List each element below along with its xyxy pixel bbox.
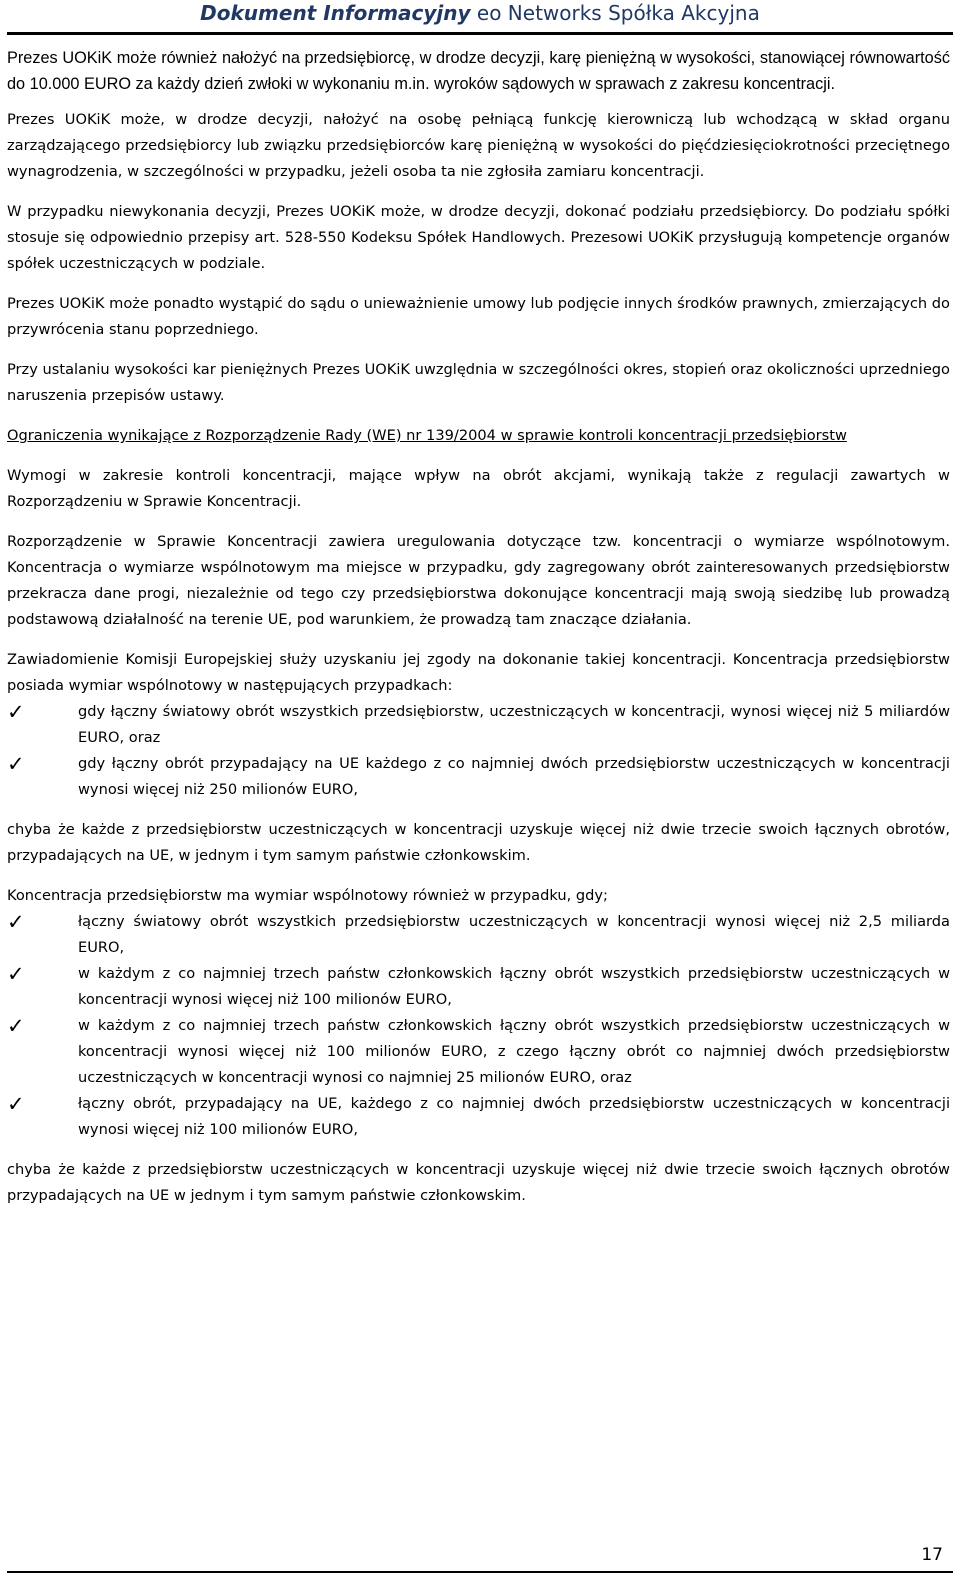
checkmark-icon: ✓ bbox=[7, 1092, 25, 1116]
footer-divider bbox=[7, 1571, 953, 1573]
checklist-1 bbox=[7, 699, 950, 803]
paragraph-3: W przypadku niewykonania decyzji, Prezes UOKiK może, w drodze decyzji, dokonać podziału przedsiębiorcy. Do podziału spółki stosuje się odpowiednio przepisy art. 528-550 Kodeksu Spółek Handlowych. Prezesowi UOKiK przysługują kompetencje organów spółek uczestniczących w podziale. bbox=[7, 203, 950, 272]
header-title-bold: Dokument Informacyjny bbox=[200, 1, 471, 25]
document-body bbox=[7, 46, 950, 1209]
checkmark-icon: ✓ bbox=[7, 962, 25, 986]
paragraph-4: Prezes UOKiK może ponadto wystąpić do sądu o unieważnienie umowy lub podjęcie innych środków prawnych, zmierzających do przywrócenia stanu poprzedniego. bbox=[7, 295, 950, 338]
list-item bbox=[7, 699, 950, 751]
paragraph-6: Wymogi w zakresie kontroli koncentracji, mające wpływ na obrót akcjami, wynikają także z regulacji zawartych w Rozporządzeniu w Sprawie Koncentracji. bbox=[7, 467, 950, 510]
paragraph-2: Prezes UOKiK może, w drodze decyzji, nałożyć na osobę pełniącą funkcję kierowniczą lub wchodzącą w skład organu zarządzającego przedsiębiorcy lub związku przedsiębiorców karę pieniężną w wysokości do pięćdziesięciokrotności przeciętnego wynagrodzenia, w szczególności w przypadku, jeżeli osoba ta nie zgłosiła zamiaru koncentracji. bbox=[7, 111, 950, 180]
paragraph-9: chyba że każde z przedsiębiorstw uczestniczących w koncentracji uzyskuje więcej niż dwie trzecie swoich łącznych obrotów, przypadających na UE, w jednym i tym samym państwie członkowskim. bbox=[7, 821, 950, 864]
list-item bbox=[7, 961, 950, 1013]
section-heading: Ograniczenia wynikające z Rozporządzenie Rady (WE) nr 139/2004 w sprawie kontroli koncentracji przedsiębiorstw bbox=[7, 427, 847, 444]
list-item bbox=[7, 751, 950, 803]
list-item-text: łączny światowy obrót wszystkich przedsiębiorstw uczestniczących w koncentracji wynosi więcej niż 2,5 miliarda EURO, bbox=[78, 913, 950, 956]
list-item bbox=[7, 1091, 950, 1143]
paragraph-7: Rozporządzenie w Sprawie Koncentracji zawiera uregulowania dotyczące tzw. koncentracji o wymiarze wspólnotowym. Koncentracja o wymiarze wspólnotowym ma miejsce w przypadku, gdy zagregowany obrót zainteresowanych przedsiębiorstw przekracza dane progi, niezależnie od tego czy przedsiębiorstwa dokonujące koncentracji mają swoją siedzibę lub prowadzą podstawową działalność na terenie UE, pod warunkiem, że prowadzą tam znaczące działania. bbox=[7, 533, 950, 628]
list-item-text: gdy łączny obrót przypadający na UE każdego z co najmniej dwóch przedsiębiorstw uczestniczących w koncentracji wynosi więcej niż 250 milionów EURO, bbox=[78, 755, 950, 798]
list-item-text: gdy łączny światowy obrót wszystkich przedsiębiorstw, uczestniczących w koncentracji, wynosi więcej niż 5 miliardów EURO, oraz bbox=[78, 703, 950, 746]
paragraph-1: Prezes UOKiK może również nałożyć na przedsiębiorcę, w drodze decyzji, karę pieniężną w wysokości, stanowiącej równowartość do 10.000 EURO za każdy dzień zwłoki w wykonaniu m.in. wyroków sądowych w sprawach z zakresu koncentracji. bbox=[7, 49, 950, 93]
list-item-text: w każdym z co najmniej trzech państw członkowskich łączny obrót wszystkich przedsiębiorstw uczestniczących w koncentracji wynosi więcej niż 100 milionów EURO, bbox=[78, 965, 950, 1008]
list-item bbox=[7, 1013, 950, 1091]
checklist-2 bbox=[7, 909, 950, 1143]
checkmark-icon: ✓ bbox=[7, 910, 25, 934]
paragraph-11: chyba że każde z przedsiębiorstw uczestniczących w koncentracji uzyskuje więcej niż dwie trzecie swoich łącznych obrotów przypadających na UE w jednym i tym samym państwie członkowskim. bbox=[7, 1161, 950, 1204]
checkmark-icon: ✓ bbox=[7, 700, 25, 724]
checkmark-icon: ✓ bbox=[7, 1014, 25, 1038]
list-item-text: łączny obrót, przypadający na UE, każdego z co najmniej dwóch przedsiębiorstw uczestniczących w koncentracji wynosi więcej niż 100 milionów EURO, bbox=[78, 1095, 950, 1138]
list-item bbox=[7, 909, 950, 961]
header-title-rest: eo Networks Spółka Akcyjna bbox=[470, 1, 760, 25]
list-item-text: w każdym z co najmniej trzech państw członkowskich łączny obrót wszystkich przedsiębiorstw uczestniczących w koncentracji wynosi więcej niż 100 milionów EURO, z czego łączny obrót co najmniej dwóch przedsiębiorstw uczestniczących w koncentracji wynosi co najmniej 25 milionów EURO, oraz bbox=[78, 1017, 950, 1086]
page-number: 17 bbox=[921, 1545, 943, 1565]
page-header bbox=[0, 0, 960, 36]
paragraph-8: Zawiadomienie Komisji Europejskiej służy uzyskaniu jej zgody na dokonanie takiej koncentracji. Koncentracja przedsiębiorstw posiada wymiar wspólnotowy w następujących przypadkach: bbox=[7, 651, 950, 694]
header-divider bbox=[7, 32, 953, 35]
paragraph-5: Przy ustalaniu wysokości kar pieniężnych Prezes UOKiK uwzględnia w szczególności okres, stopień oraz okoliczności uprzedniego naruszenia przepisów ustawy. bbox=[7, 361, 950, 404]
paragraph-10: Koncentracja przedsiębiorstw ma wymiar wspólnotowy również w przypadku, gdy; bbox=[7, 887, 608, 904]
checkmark-icon: ✓ bbox=[7, 752, 25, 776]
